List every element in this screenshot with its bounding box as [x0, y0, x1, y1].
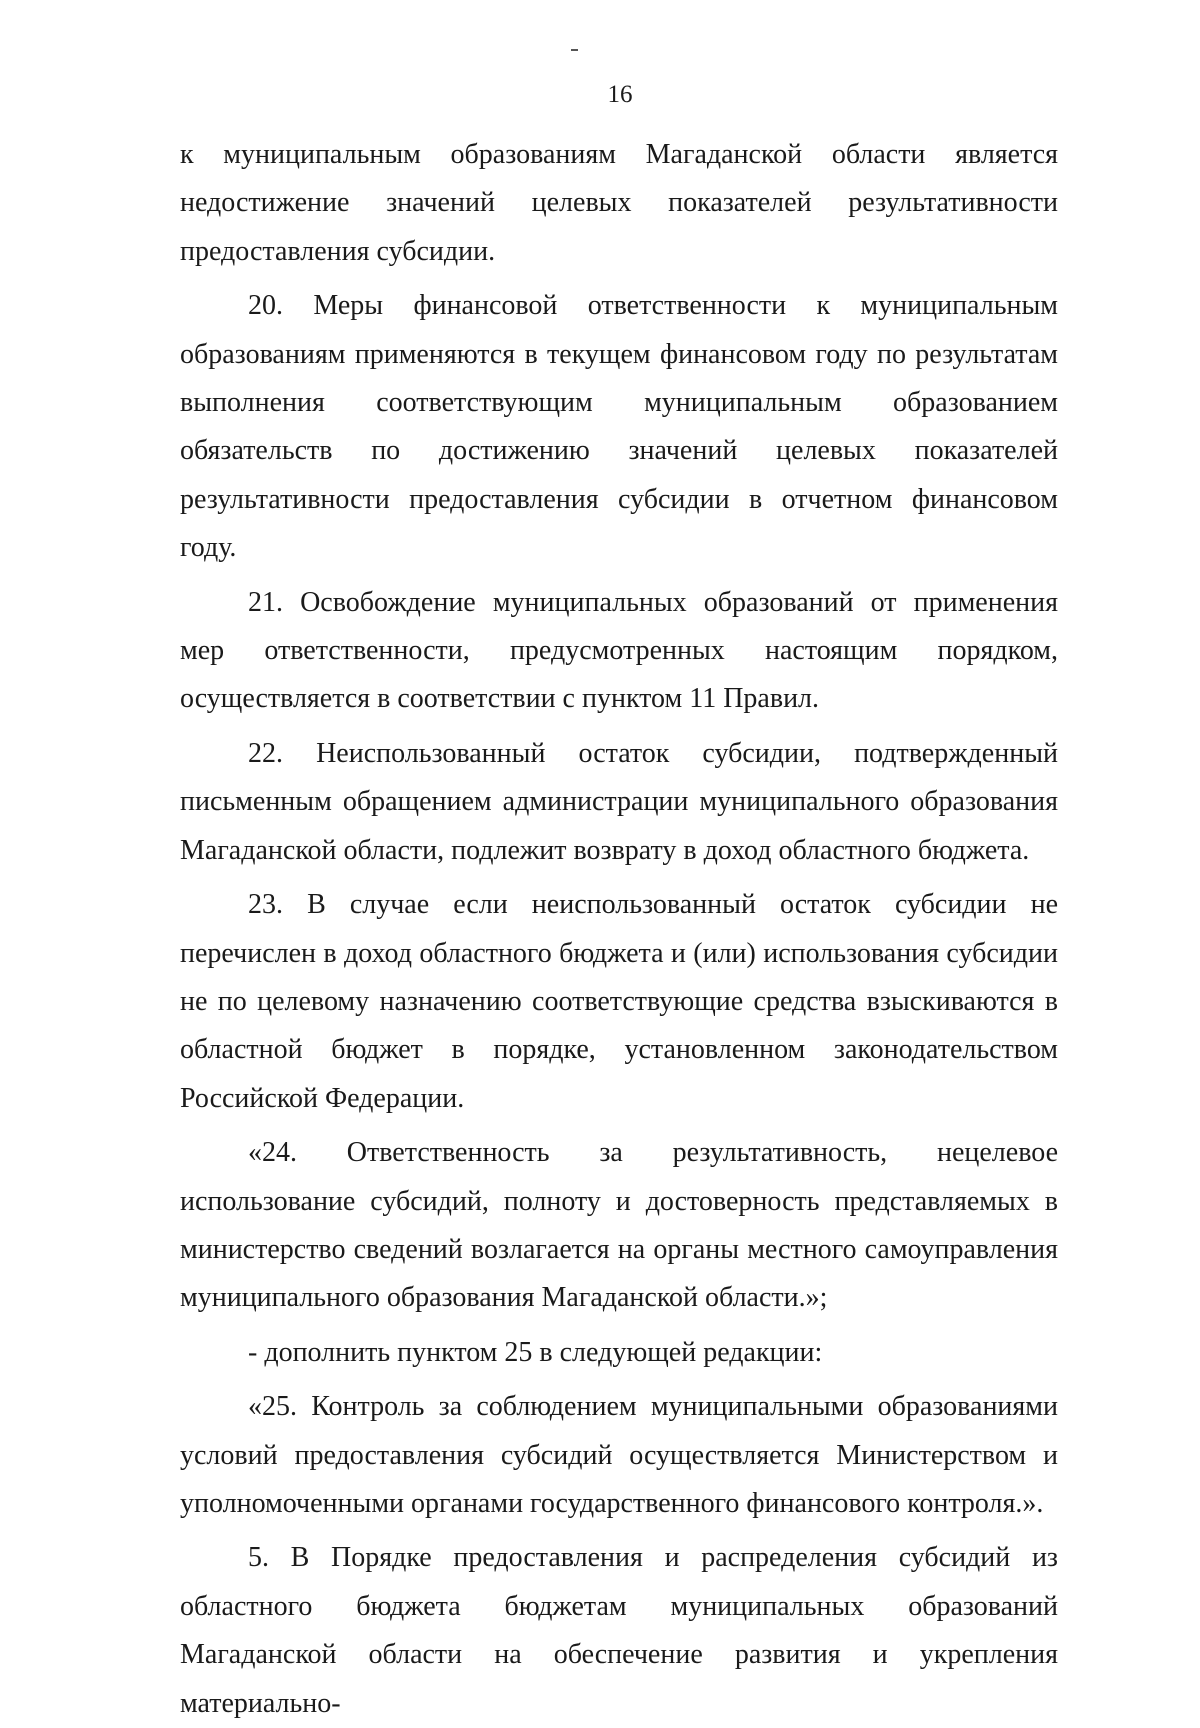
- paragraph-5: 5. В Порядке предоставления и распределения субсидий из областного бюджета бюджетам муниципальных образований Магаданской области на обеспечение развития и укрепления материально-: [180, 1542, 1058, 1719]
- paragraph-continuation: к муниципальным образованиям Магаданской области является недостижение значений целевых показателей результативности предоставления субсидии.: [180, 139, 1058, 267]
- page-number: 16: [607, 81, 633, 108]
- paragraph-22: 22. Неиспользованный остаток субсидии, подтвержденный письменным обращением администрации муниципального образования Магаданской области, подлежит возврату в доход областного бюджета.: [180, 737, 1058, 866]
- paragraph-25: «25. Контроль за соблюдением муниципальными образованиями условий предоставления субсидий осуществляется Министерством и уполномоченными органами государственного финансового контроля.».: [180, 1391, 1058, 1519]
- paragraph-amendment: - дополнить пунктом 25 в следующей редакции:: [248, 1336, 823, 1368]
- paragraph-24: «24. Ответственность за результативность, нецелевое использование субсидий, полноту и достоверность представляемых в министерство сведений возлагается на органы местного самоуправления муниципального образования Магаданской области.»;: [180, 1137, 1058, 1314]
- scan-speck: [571, 49, 578, 51]
- paragraph-21: 21. Освобождение муниципальных образований от применения мер ответственности, предусмотренных настоящим порядком, осуществляется в соответствии с пунктом 11 Правил.: [180, 586, 1058, 715]
- paragraph-23: 23. В случае если неиспользованный остаток субсидии не перечислен в доход областного бюджета и (или) использования субсидии не по целевому назначению соответствующие средства взыскиваются в областной бюджет в порядке, установленном законодательством Российской Федерации.: [180, 889, 1058, 1114]
- paragraph-20: 20. Меры финансовой ответственности к муниципальным образованиям применяются в текущем финансовом году по результатам выполнения соответствующим муниципальным образованием обязательств по достижению значений целевых показателей результативности предоставления субсидии в отчетном финансовом году.: [180, 290, 1058, 564]
- body-text: [180, 131, 1058, 1728]
